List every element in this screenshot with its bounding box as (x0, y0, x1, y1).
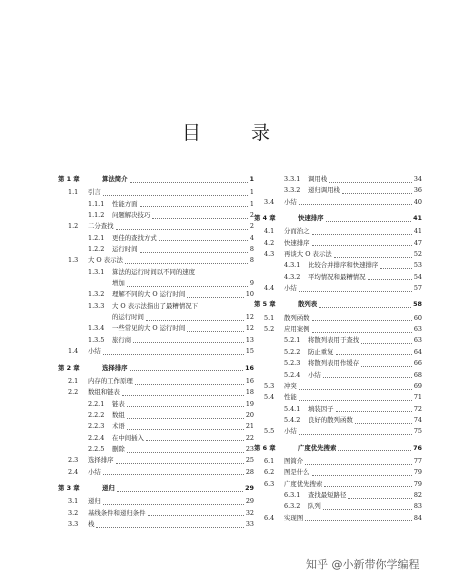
toc-subsection-row (254, 260, 422, 271)
toc-title: 术语 (112, 422, 125, 431)
toc-number: 1.4 (68, 347, 79, 356)
toc-subsection-row (58, 301, 254, 312)
toc-number: 6.1 (264, 456, 275, 465)
dot-leader (187, 330, 244, 332)
dot-leader (122, 394, 244, 396)
dot-leader (127, 285, 248, 287)
toc-subsection-row (58, 433, 254, 444)
toc-title: 实现图 (284, 513, 304, 522)
toc-page-number: 84 (413, 513, 422, 522)
toc-page-number: 2 (249, 222, 254, 231)
toc-title: 选择排序 (102, 363, 128, 372)
dot-leader (96, 526, 243, 528)
toc-section-row (58, 387, 254, 398)
toc-title: 小结 (88, 467, 101, 476)
dot-leader (323, 508, 412, 510)
toc-section-row (58, 346, 254, 357)
dot-leader (133, 341, 244, 343)
toc-page-number: 58 (413, 300, 422, 309)
toc-number: 第 5 章 (254, 300, 276, 309)
toc-section-row (254, 513, 422, 524)
toc-title: 平均情况和最糟情况 (308, 272, 366, 281)
dot-leader (305, 463, 412, 465)
toc-number: 3.3.2 (284, 186, 301, 195)
toc-page-number: 18 (245, 388, 254, 397)
toc-number: 5.2.1 (284, 336, 301, 345)
toc-page-number: 41 (413, 214, 422, 223)
dot-leader (319, 306, 411, 308)
toc-number: 2.3 (68, 456, 79, 465)
toc-section-row (254, 313, 422, 324)
toc-page-number: 13 (245, 335, 254, 344)
toc-title: 队列 (308, 502, 321, 511)
toc-title: 递归 (88, 497, 101, 506)
toc-subsection-row (58, 399, 254, 410)
toc-page-number: 1 (249, 175, 254, 183)
toc-number: 4.3 (264, 250, 275, 259)
toc-number: 1.3.2 (88, 290, 105, 299)
toc-subsection-row (254, 272, 422, 283)
toc-title: 在中间插入 (112, 433, 144, 442)
toc-subsection-row (58, 421, 254, 432)
toc-page-number: 1 (249, 199, 254, 208)
toc-page-number: 16 (245, 363, 254, 372)
dot-leader (361, 365, 412, 367)
toc-number: 1.3.1 (88, 267, 105, 276)
toc-number: 6.2 (264, 468, 275, 477)
toc-number: 3.1 (68, 497, 79, 506)
toc-title: 递归 (102, 483, 115, 492)
toc-subsection-row (254, 490, 422, 501)
toc-number: 5.5 (264, 427, 275, 436)
toc-subsection-row (254, 370, 422, 381)
toc-title: 分而治之 (284, 227, 310, 236)
toc-number: 4.4 (264, 284, 275, 293)
toc-title: 小结 (284, 197, 297, 206)
toc-page-number: 16 (245, 376, 254, 385)
toc-number: 5.2 (264, 325, 275, 334)
toc-title: 数组和链表 (88, 388, 120, 397)
toc-subsection-row (58, 278, 254, 289)
watermark (306, 556, 420, 572)
dot-leader (380, 267, 412, 269)
toc-number: 5.4.2 (284, 415, 301, 424)
dot-leader (127, 428, 244, 430)
dot-leader (135, 383, 244, 385)
dot-leader (299, 290, 412, 292)
toc-page-number: 21 (245, 422, 254, 431)
toc-page-number: 69 (413, 381, 422, 390)
toc-section-row (254, 456, 422, 467)
toc-section-row (254, 392, 422, 403)
toc-number: 2.4 (68, 467, 79, 476)
toc-number: 1.2.1 (88, 233, 105, 242)
toc-title: 基线条件和递归条件 (88, 508, 146, 517)
toc-section-row (254, 467, 422, 478)
toc-number: 5.1 (264, 313, 275, 322)
page-title: 目 录 (181, 122, 293, 144)
toc-number: 2.2.3 (88, 422, 105, 431)
dot-leader (312, 474, 412, 476)
toc-page-number: 4 (249, 233, 254, 242)
toc-section-row (58, 376, 254, 387)
toc-page-number: 32 (245, 508, 254, 517)
toc-page-number: 47 (413, 238, 422, 247)
toc-title: 大 O 表示法 (88, 256, 123, 265)
dot-leader (130, 369, 244, 371)
toc-page-number: 10 (245, 290, 254, 299)
toc-number: 6.3.2 (284, 502, 301, 511)
toc-page-number: 79 (413, 468, 422, 477)
dot-leader (116, 228, 248, 230)
toc-page-number: 2 (249, 211, 254, 220)
dot-leader (140, 251, 248, 253)
toc-subsection-row (58, 323, 254, 334)
dot-leader (312, 331, 412, 333)
toc-title: 链表 (112, 399, 125, 408)
toc-section-row (58, 508, 254, 519)
toc-page-number: 8 (249, 256, 254, 265)
toc-page-number: 76 (413, 443, 422, 452)
toc-number: 2.2.1 (88, 399, 105, 408)
toc-number: 1.2 (68, 222, 79, 231)
dot-leader (324, 485, 412, 487)
toc-page-number: 25 (245, 456, 254, 465)
toc-section-row (58, 255, 254, 266)
toc-number: 3.4 (264, 197, 275, 206)
toc-page-number: 54 (413, 272, 422, 281)
toc-number: 第 1 章 (58, 175, 80, 183)
toc-page-number: 9 (249, 279, 254, 288)
toc-number: 第 3 章 (58, 483, 80, 492)
dot-leader (140, 205, 248, 207)
toc-number: 2.1 (68, 376, 79, 385)
toc-number: 3.2 (68, 508, 79, 517)
dot-leader (130, 181, 248, 183)
toc-section-row (58, 467, 254, 478)
toc-page-number: 28 (245, 467, 254, 476)
toc-page-number: 1 (249, 188, 254, 197)
toc-page-number: 83 (413, 502, 422, 511)
toc-title: 递归调用栈 (308, 186, 340, 195)
toc-number: 第 2 章 (58, 363, 80, 372)
dot-leader (125, 262, 248, 264)
toc-title: 调用栈 (308, 175, 328, 183)
toc-section-row (254, 479, 422, 490)
toc-title: 比较合并排序和快速排序 (308, 261, 379, 270)
dot-leader (148, 514, 244, 516)
toc-title: 将散列表用作缓存 (308, 359, 360, 368)
toc-chapter-row (58, 363, 254, 374)
toc-subsection-row (58, 410, 254, 421)
toc-page-number: 29 (245, 483, 254, 492)
dot-leader (127, 451, 244, 453)
toc-number: 5.2.2 (284, 347, 301, 356)
toc-left-column (58, 174, 254, 530)
toc-title: 一些常见的大 O 运行时间 (112, 324, 186, 333)
dot-leader (312, 233, 412, 235)
toc-chapter-row (58, 483, 254, 494)
dot-leader (146, 319, 244, 321)
toc-page-number: 8 (249, 245, 254, 254)
toc-subsection-row (254, 501, 422, 512)
toc-page-number: 23 (245, 444, 254, 453)
toc-section-row (58, 519, 254, 530)
toc-number: 4.1 (264, 227, 275, 236)
toc-page-number: 64 (413, 347, 422, 356)
toc-page-number: 74 (413, 415, 422, 424)
toc-section-row (58, 496, 254, 507)
toc-page-number: 12 (245, 313, 254, 322)
toc-title: 小结 (284, 284, 297, 293)
toc-subsection-row (58, 199, 254, 210)
dot-leader (103, 473, 244, 475)
toc-page-number: 57 (413, 284, 422, 293)
dot-leader (323, 376, 412, 378)
toc-title: 二分查找 (88, 222, 114, 231)
toc-title: 填装因子 (308, 404, 334, 413)
toc-title: 旅行商 (112, 335, 132, 344)
dot-leader (187, 296, 244, 298)
toc-title: 删除 (112, 444, 125, 453)
toc-number: 6.3.1 (284, 490, 301, 499)
toc-number: 2.2.2 (88, 410, 105, 419)
toc-subsection-row (58, 312, 254, 323)
toc-subsection-row (58, 244, 254, 255)
toc-title: 图简介 (284, 456, 304, 465)
watermark-text: 知乎 @小新带你学编程 (306, 558, 420, 571)
toc-subsection-row (254, 347, 422, 358)
toc-number: 1.3.4 (88, 324, 105, 333)
toc-number: 5.3 (264, 381, 275, 390)
toc-page-number: 63 (413, 336, 422, 345)
dot-leader (299, 399, 412, 401)
toc-page-number: 20 (245, 410, 254, 419)
toc-number: 1.1 (68, 188, 79, 197)
toc-section-row (254, 283, 422, 294)
toc-title: 理解不同的大 O 运行时间 (112, 290, 186, 299)
dot-leader (116, 462, 244, 464)
toc-title: 更佳的查找方式 (112, 233, 157, 242)
toc-page-number: 72 (413, 404, 422, 413)
toc-title: 图是什么 (284, 468, 310, 477)
dot-leader (103, 353, 244, 355)
toc-section-row (254, 226, 422, 237)
dot-leader (299, 433, 412, 435)
dot-leader (117, 490, 243, 492)
toc-number: 4.3.2 (284, 272, 301, 281)
dot-leader (329, 181, 412, 183)
toc-number: 第 6 章 (254, 443, 276, 452)
toc-number: 1.3.3 (88, 301, 105, 310)
dot-leader (127, 405, 244, 407)
toc-subsection-row (254, 185, 422, 196)
dot-leader (368, 278, 412, 280)
dot-leader (159, 239, 248, 241)
toc-page-number: 34 (413, 175, 422, 183)
toc-title: 运行时间 (112, 245, 138, 254)
toc-number: 1.3.5 (88, 335, 105, 344)
toc-title: 问题解决技巧 (112, 211, 151, 220)
toc-page-number: 52 (413, 250, 422, 259)
toc-number: 6.3 (264, 479, 275, 488)
dot-leader (312, 319, 412, 321)
toc-subsection-row (254, 415, 422, 426)
toc-title: 小结 (284, 427, 297, 436)
toc-section-row (254, 197, 422, 208)
toc-title: 防止重复 (308, 347, 334, 356)
toc-section-row (58, 187, 254, 198)
toc-page-number: 29 (245, 497, 254, 506)
dot-leader (103, 194, 248, 196)
dot-leader (342, 192, 412, 194)
toc-title: 良好的散列函数 (308, 415, 353, 424)
dot-leader (361, 342, 412, 344)
toc-title: 小结 (88, 347, 101, 356)
dot-leader (334, 256, 412, 258)
toc-page-number: 75 (413, 427, 422, 436)
dot-leader (326, 220, 412, 222)
toc-number: 5.2.4 (284, 370, 301, 379)
dot-leader (355, 422, 412, 424)
toc-number: 1.1.1 (88, 199, 105, 208)
toc-subsection-row (58, 210, 254, 221)
toc-number: 4.3.1 (284, 261, 301, 270)
toc-title: 算法的运行时间以不同的速度 (112, 267, 196, 276)
toc-page-number: 66 (413, 359, 422, 368)
toc-number: 4.2 (264, 238, 275, 247)
toc-title: 选择排序 (88, 456, 114, 465)
toc-page-number: 15 (245, 347, 254, 356)
toc-title: 将散列表用于查找 (308, 336, 360, 345)
dot-leader (312, 244, 412, 246)
toc-subsection-row (58, 289, 254, 300)
toc-page-number: 36 (413, 186, 422, 195)
toc-section-row (58, 221, 254, 232)
toc-subsection-row (58, 444, 254, 455)
toc-page-number: 60 (413, 313, 422, 322)
toc-title: 算法简介 (102, 175, 128, 183)
toc-number: 5.4.1 (284, 404, 301, 413)
toc-title: 广度优先搜索 (284, 479, 323, 488)
toc-page-number: 41 (413, 227, 422, 236)
toc-title: 查找最短路径 (308, 490, 347, 499)
toc-number: 5.2.3 (284, 359, 301, 368)
toc-number: 2.2.5 (88, 444, 105, 453)
toc-page-number: 53 (413, 261, 422, 270)
toc-title: 应用案例 (284, 325, 310, 334)
toc-page-number: 40 (413, 197, 422, 206)
toc-subsection-row (58, 335, 254, 346)
toc-section-row (254, 426, 422, 437)
toc-section-row (254, 381, 422, 392)
toc-title: 广度优先搜索 (298, 443, 337, 452)
dot-leader (348, 497, 412, 499)
toc-title: 性能方面 (112, 199, 138, 208)
toc-section-row (254, 238, 422, 249)
dot-leader (338, 449, 411, 451)
toc-subsection-row (58, 233, 254, 244)
toc-title: 冲突 (284, 381, 297, 390)
toc-page-number: 79 (413, 479, 422, 488)
toc-number: 2.2.4 (88, 433, 105, 442)
dot-leader (305, 519, 412, 521)
toc-section-row (254, 324, 422, 335)
toc-title: 快速排序 (284, 238, 310, 247)
toc-right-column (254, 174, 422, 524)
toc-title: 内存的工作原理 (88, 376, 133, 385)
toc-number: 1.1.2 (88, 211, 105, 220)
toc-title: 散列函数 (284, 313, 310, 322)
dot-leader (127, 417, 244, 419)
toc-title: 大 O 表示法指出了最糟情况下 (112, 301, 198, 310)
toc-chapter-row (58, 174, 254, 185)
toc-title: 增加 (112, 279, 125, 288)
dot-leader (336, 353, 412, 355)
toc-page-number: 33 (245, 519, 254, 528)
toc-title: 栈 (88, 519, 95, 528)
toc-section-row (58, 455, 254, 466)
toc-title: 引言 (88, 188, 101, 197)
dot-leader (336, 410, 412, 412)
dot-leader (299, 388, 412, 390)
toc-number: 5.4 (264, 393, 275, 402)
toc-chapter-row (254, 299, 422, 310)
toc-page-number: 63 (413, 325, 422, 334)
toc-page-number: 77 (413, 456, 422, 465)
toc-subsection-row (254, 358, 422, 369)
toc-subsection-row (254, 404, 422, 415)
toc-title: 散列表 (298, 300, 318, 309)
toc-page-number: 19 (245, 399, 254, 408)
toc-subsection-row (58, 267, 254, 278)
toc-subsection-row (254, 174, 422, 185)
toc-chapter-row (254, 213, 422, 224)
toc-number: 6.4 (264, 513, 275, 522)
toc-page-number: 12 (245, 324, 254, 333)
dot-leader (146, 439, 244, 441)
toc-page-number: 82 (413, 490, 422, 499)
toc-number: 3.3.1 (284, 175, 301, 183)
dot-leader (299, 203, 412, 205)
toc-chapter-row (254, 443, 422, 454)
toc-page-number: 22 (245, 433, 254, 442)
toc-number: 第 4 章 (254, 214, 276, 223)
dot-leader (152, 217, 248, 219)
toc-title: 数组 (112, 410, 125, 419)
toc-title: 小结 (308, 370, 321, 379)
toc-subsection-row (254, 335, 422, 346)
toc-title: 性能 (284, 393, 297, 402)
toc-section-row (254, 249, 422, 260)
toc-page-number: 71 (413, 393, 422, 402)
toc-page-number: 68 (413, 370, 422, 379)
toc-number: 1.2.2 (88, 245, 105, 254)
toc-title: 再谈大 O 表示法 (284, 250, 332, 259)
toc-number: 1.3 (68, 256, 79, 265)
toc-number: 3.3 (68, 519, 79, 528)
toc-title: 快速排序 (298, 214, 324, 223)
toc-number: 2.2 (68, 388, 79, 397)
toc-title: 的运行时间 (112, 313, 144, 322)
dot-leader (103, 503, 244, 505)
